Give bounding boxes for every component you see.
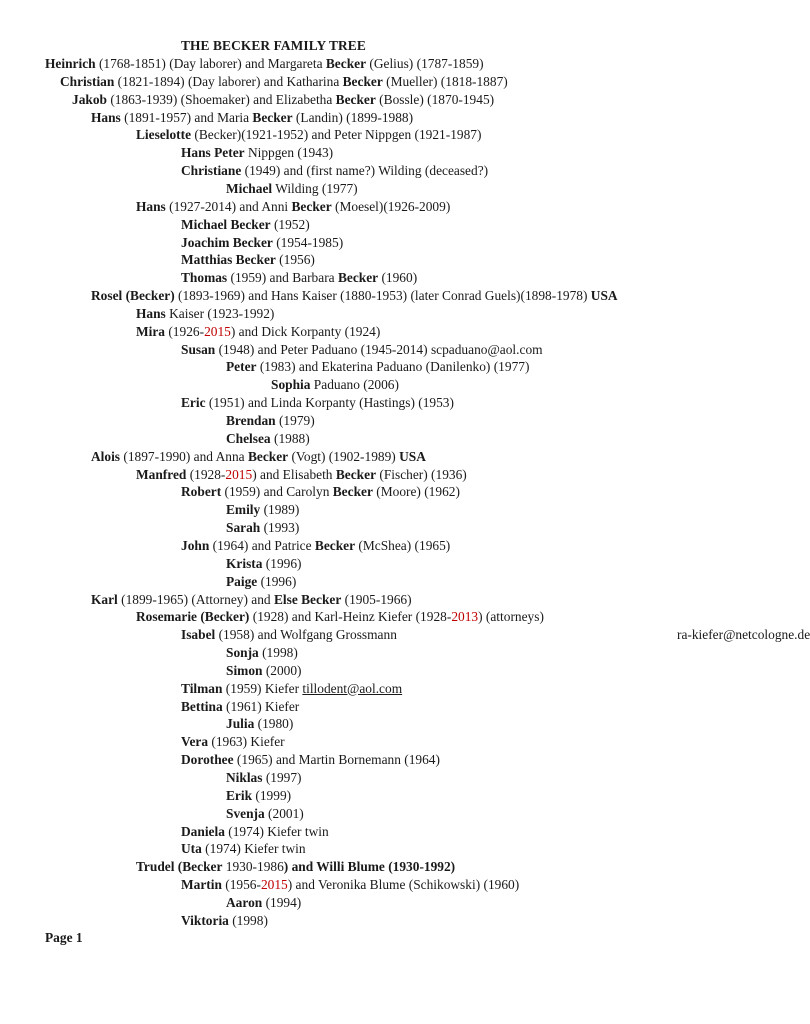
person-name: Becker: [325, 56, 367, 71]
person-name: Becker: [314, 537, 356, 553]
tree-entry: [181, 234, 343, 252]
entry-text: (1959) and Barbara: [227, 270, 338, 286]
person-name: Christiane: [181, 163, 242, 179]
person-name: Becker: [335, 466, 377, 482]
tree-entry: [181, 733, 285, 751]
entry-text: (1899-1965) (Attorney) and: [117, 591, 274, 607]
person-name: Peter: [226, 359, 257, 375]
person-name: Matthias Becker: [181, 252, 276, 268]
person-name: Hans Peter: [181, 145, 245, 161]
person-name: Simon: [226, 662, 263, 678]
tree-entry: [45, 55, 484, 73]
person-name: Krista: [226, 555, 263, 571]
person-name: John: [181, 537, 210, 553]
entry-text: (1960): [378, 270, 418, 286]
tree-entry: [226, 787, 291, 805]
person-name: Else Becker: [273, 591, 342, 607]
entry-text: (1988): [270, 430, 310, 446]
entry-text: (Mueller) (1818-1887): [382, 73, 508, 89]
tree-entry: [226, 715, 293, 733]
person-name: USA: [590, 288, 618, 304]
entry-text: 2015: [225, 466, 253, 482]
email-link[interactable]: tillodent@aol.com: [302, 680, 403, 696]
entry-text: ) and Dick Korpanty (1924): [230, 323, 381, 339]
tree-entry: [136, 198, 450, 216]
entry-text: (McShea) (1965): [355, 537, 451, 553]
entry-text: 2015: [204, 323, 231, 339]
tree-entry: [136, 323, 380, 341]
tree-entry: [181, 537, 450, 555]
person-name: Heinrich: [45, 56, 96, 71]
person-name: Aaron: [226, 894, 263, 910]
entry-text: (Becker)(1921-1952) and Peter Nippgen (1921-1987): [191, 127, 482, 143]
person-name: Becker: [252, 109, 293, 125]
entry-text: (1963) Kiefer: [208, 734, 285, 750]
tree-entry: [91, 109, 413, 127]
person-name: Niklas: [226, 770, 263, 785]
person-name: Rosemarie (Becker): [136, 609, 250, 625]
person-name: Uta: [181, 841, 202, 857]
entry-text: (Landin) (1899-1988): [292, 109, 414, 125]
person-name: Paige: [226, 573, 258, 589]
tree-entry: [181, 394, 454, 412]
tree-entry: [181, 144, 333, 162]
entry-text: (Gelius) (1787-1859): [366, 56, 484, 71]
entry-text: (1949) and (first name?) Wilding (deceased?): [241, 163, 489, 179]
tree-entry: [226, 555, 302, 573]
person-name: Isabel: [181, 627, 216, 643]
entry-text: (1997): [262, 770, 302, 785]
entry-text: (1951) and Linda Korpanty (Hastings) (1953): [205, 395, 454, 411]
person-name: Becker: [337, 270, 379, 286]
person-name: Susan: [181, 341, 216, 357]
person-name: Sonja: [226, 645, 259, 661]
entry-text: (Bossle) (1870-1945): [375, 91, 495, 107]
entry-text: (1998): [228, 912, 268, 928]
entry-text: (1863-1939) (Shoemaker) and Elizabetha: [106, 91, 336, 107]
tree-entry: [136, 126, 481, 144]
email-address: ra-kiefer@netcologne.de: [677, 627, 810, 643]
entry-text: (1927-2014) and Anni: [165, 198, 292, 214]
entry-text: Kaiser (1923-1992): [165, 305, 275, 321]
person-name: Martin: [181, 877, 222, 893]
tree-entry: [91, 448, 426, 466]
person-name: Vera: [181, 734, 209, 750]
person-name: Hans: [91, 109, 121, 125]
entry-text: (1956): [275, 252, 315, 268]
person-name: USA: [399, 448, 426, 464]
entry-text: (1928-: [186, 466, 226, 482]
person-name: Mira: [136, 323, 165, 339]
person-name: Rosel (Becker): [91, 288, 175, 304]
entry-text: (1956-: [221, 877, 261, 893]
person-name: Bettina: [181, 698, 223, 714]
entry-text: (1996): [257, 573, 297, 589]
person-name: Viktoria: [181, 912, 229, 928]
entry-text: (1989): [260, 502, 300, 518]
tree-entry: [181, 876, 519, 894]
person-name: Eric: [181, 395, 206, 411]
person-name: Dorothee: [181, 752, 234, 768]
tree-entry: [181, 269, 417, 287]
tree-entry: [226, 573, 296, 591]
tree-entry: [226, 501, 299, 519]
tree-entry: [181, 751, 440, 769]
tree-entry: [72, 91, 494, 109]
tree-entry: [136, 608, 544, 626]
tree-entry: [181, 251, 315, 269]
tree-entry: [181, 341, 543, 359]
person-name: Joachim Becker: [181, 234, 273, 250]
person-name: Svenja: [226, 805, 265, 821]
person-name: Julia: [226, 716, 255, 732]
tree-entry: [226, 519, 299, 537]
person-name: Hans: [136, 198, 166, 214]
person-name: Trudel (Becker: [136, 859, 223, 875]
tree-entry: [181, 823, 329, 841]
person-name: Sarah: [226, 520, 261, 536]
tree-entry: [226, 769, 302, 787]
entry-text: (1959) and Carolyn: [221, 484, 333, 500]
person-name: ) and Willi Blume (1930-1992): [283, 859, 456, 875]
tree-entry: [181, 912, 268, 930]
person-name: Michael: [226, 180, 273, 196]
person-name: Tilman: [181, 680, 223, 696]
entry-text: (1974) Kiefer twin: [224, 823, 329, 839]
entry-text: (1768-1851) (Day laborer) and Margareta: [95, 56, 326, 71]
entry-text: Nippgen (1943): [244, 145, 334, 161]
tree-entry: [226, 805, 304, 823]
entry-text: (1998): [258, 645, 298, 661]
person-name: Thomas: [181, 270, 228, 286]
entry-text: (2000): [262, 662, 302, 678]
entry-text: (1993): [260, 520, 300, 536]
page-title: THE BECKER FAMILY TREE: [181, 38, 366, 53]
entry-text: (2001): [264, 805, 304, 821]
tree-entry: [226, 662, 302, 680]
tree-entry: [226, 430, 310, 448]
tree-entry: [136, 305, 274, 323]
entry-text: ) and Veronika Blume (Schikowski) (1960): [287, 877, 520, 893]
person-name: Becker: [291, 198, 332, 214]
entry-text: (1952): [270, 216, 310, 232]
entry-text: (1891-1957) and Maria: [120, 109, 253, 125]
entry-text: (1996): [262, 555, 302, 571]
entry-text: (1926-: [165, 323, 205, 339]
entry-text: (1979): [275, 413, 315, 428]
tree-entry: [181, 680, 402, 698]
tree-entry: [226, 644, 298, 662]
entry-text: (1959) Kiefer: [222, 680, 303, 696]
person-name: Karl: [91, 591, 118, 607]
entry-text: (1958) and Wolfgang Grossmann: [215, 627, 397, 643]
entry-text: (1897-1990) and Anna: [120, 448, 248, 464]
entry-text: (1905-1966): [341, 591, 412, 607]
person-name: Jakob: [72, 91, 107, 107]
entry-text: Wilding (1977): [272, 180, 358, 196]
tree-entry: [181, 216, 310, 234]
tree-entry: [181, 698, 299, 716]
person-name: Brendan: [226, 413, 276, 428]
entry-text: (Vogt) (1902-1989): [288, 448, 400, 464]
tree-entry: [60, 73, 508, 91]
entry-text: (Moore) (1962): [372, 484, 460, 500]
tree-entry: [181, 626, 810, 644]
entry-text: (1948) and Peter Paduano (1945-2014) scpaduano@aol.com: [215, 341, 543, 357]
person-name: Manfred: [136, 466, 187, 482]
tree-entry: [181, 483, 460, 501]
person-name: Sophia: [271, 377, 311, 393]
tree-entry: [181, 162, 488, 180]
person-name: Becker: [335, 91, 376, 107]
tree-entry: [91, 287, 618, 305]
person-name: Erik: [226, 787, 253, 803]
tree-entry: [91, 591, 412, 609]
person-name: Becker: [342, 73, 383, 89]
entry-text: (1965) and Martin Bornemann (1964): [233, 752, 440, 768]
entry-text: (1983) and Ekaterina Paduano (Danilenko) (1977): [256, 359, 530, 375]
entry-text: (1994): [262, 894, 302, 910]
tree-entry: [136, 858, 455, 876]
entry-text: (1964) and Patrice: [209, 537, 315, 553]
entry-text: (1928) and Karl-Heinz Kiefer (1928-: [249, 609, 452, 625]
person-name: Robert: [181, 484, 222, 500]
entry-text: (Fischer) (1936): [376, 466, 467, 482]
entry-text: 2013: [451, 609, 479, 625]
tree-entry: [226, 180, 358, 198]
entry-text: ) and Elisabeth: [252, 466, 336, 482]
person-name: Christian: [60, 73, 115, 89]
person-name: Lieselotte: [136, 127, 192, 143]
person-name: Hans: [136, 305, 166, 321]
entry-text: (1821-1894) (Day laborer) and Katharina: [114, 73, 343, 89]
tree-entry: [271, 376, 399, 394]
entry-text: (1954-1985): [272, 234, 344, 250]
entry-text: (1961) Kiefer: [222, 698, 300, 714]
entry-text: Paduano (2006): [310, 377, 399, 393]
entry-text: ) (attorneys): [478, 609, 544, 625]
tree-entry: [226, 412, 315, 430]
person-name: Becker: [247, 448, 289, 464]
person-name: Daniela: [181, 823, 225, 839]
person-name: Becker: [332, 484, 373, 500]
tree-entry: [226, 358, 529, 376]
entry-text: (1893-1969) and Hans Kaiser (1880-1953) (later Conrad Guels)(1898-1978): [174, 288, 591, 304]
entry-text: 2015: [260, 877, 288, 893]
entry-text: (1999): [252, 787, 292, 803]
tree-entry: [226, 894, 301, 912]
person-name: Emily: [226, 502, 261, 518]
tree-entry: [181, 840, 306, 858]
page-number: Page 1: [45, 930, 83, 945]
entry-text: (Moesel)(1926-2009): [331, 198, 451, 214]
entry-text: 1930-1986: [222, 859, 284, 875]
person-name: Chelsea: [226, 430, 271, 446]
tree-entry: [136, 466, 467, 484]
person-name: Alois: [91, 448, 121, 464]
entry-text: (1974) Kiefer twin: [201, 841, 306, 857]
person-name: Michael Becker: [181, 216, 271, 232]
entry-text: (1980): [254, 716, 294, 732]
